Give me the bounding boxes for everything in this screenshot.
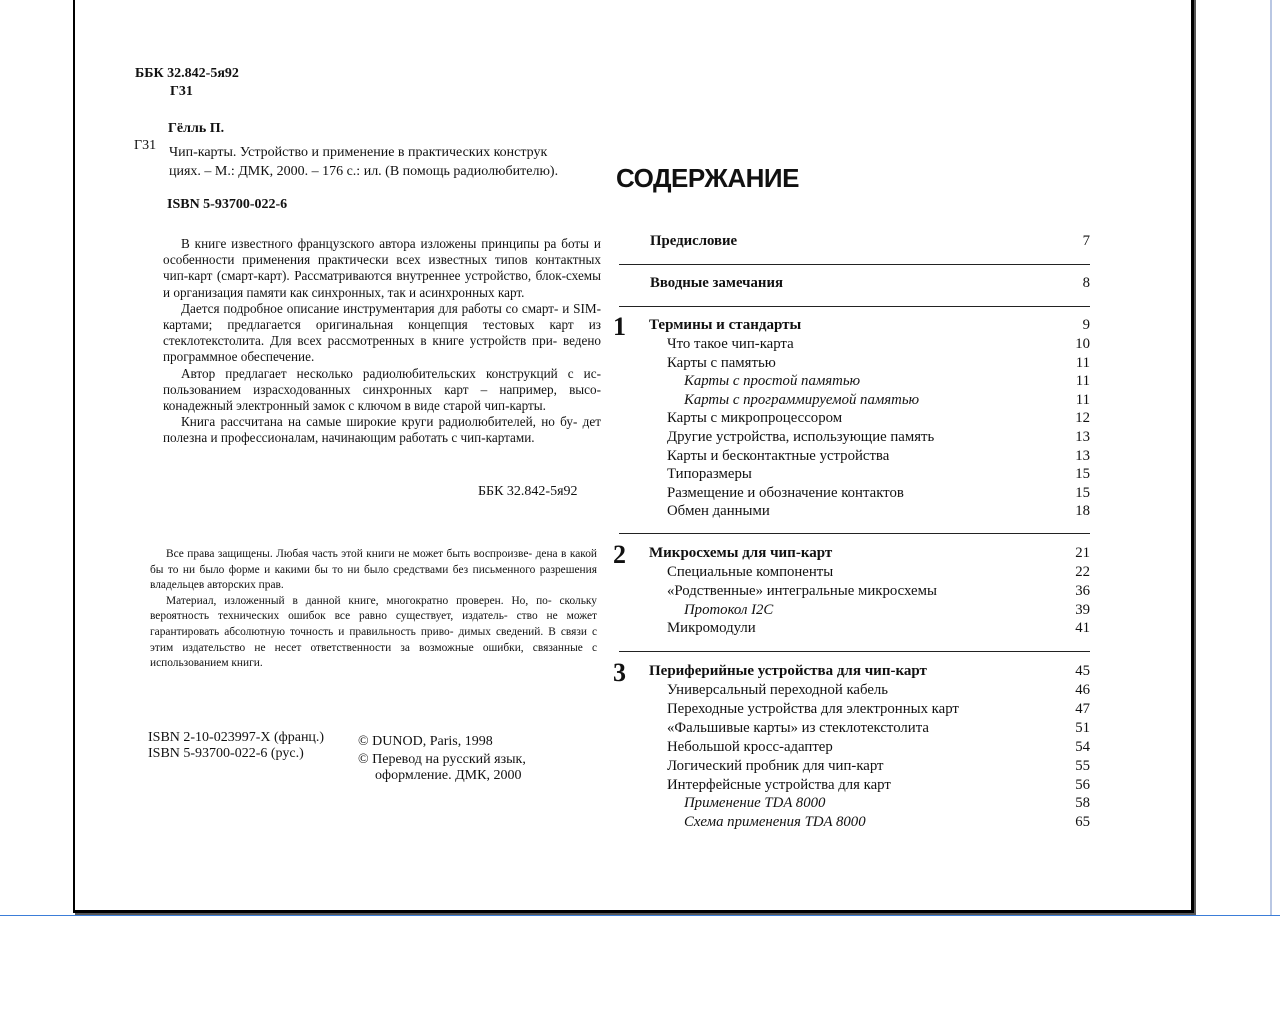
toc-entry — [0, 739, 1280, 758]
toc-entry-label: Типоразмеры — [667, 466, 752, 482]
toc-page-number: 8 — [1082, 275, 1090, 291]
toc-entry-label: Микромодули — [667, 620, 756, 636]
toc-page-number: 13 — [1075, 448, 1090, 464]
toc-entry-label: Протокол I2C — [684, 602, 774, 618]
toc-entry-label: «Родственные» интегральные микросхемы — [667, 583, 937, 599]
toc-page-number: 11 — [1075, 373, 1090, 389]
isbn-russian: ISBN 5-93700-022-6 (рус.) — [148, 746, 304, 761]
isbn-french: ISBN 2-10-023997-X (франц.) — [148, 730, 325, 745]
author-code: Г31 — [170, 84, 193, 99]
toc-entry-label: Карты с программируемой памятью — [684, 392, 920, 408]
toc-page-number: 9 — [1082, 317, 1090, 333]
toc-entry-label: Обмен данными — [667, 503, 770, 519]
copyright-dunod: © DUNOD, Paris, 1998 — [358, 734, 493, 749]
toc-entry-label: Термины и стандарты — [649, 317, 802, 333]
toc-entry-label: Размещение и обозначение контактов — [667, 485, 904, 501]
toc-page-number: 51 — [1075, 720, 1090, 736]
toc-entry-label: Интерфейсные устройства для карт — [667, 777, 891, 793]
toc-entry-label: Карты с микропроцессором — [667, 410, 843, 426]
description-line-2: циях. – М.: ДМК, 2000. – 176 с.: ил. (В помощь радиолюбителю). — [169, 164, 559, 179]
toc-entry — [0, 410, 1280, 429]
toc-entry — [0, 682, 1280, 701]
annotation-paragraph: Автор предлагает несколько радиолюбительских конструкций с ис- пользованием израсходованных синхронных карт – например, высо- конадежный электронный замок с ключом в виде старой чип-карты. — [163, 365, 601, 414]
toc-entry — [0, 814, 1280, 833]
toc-entry-label: Что такое чип-карта — [667, 336, 794, 352]
toc-entry-label: Карты и бесконтактные устройства — [667, 448, 890, 464]
annotation-paragraph: В книге известного французского автора изложены принципы ра боты и особенности применения практически всех известных типов контактных чип-карт (смарт-карт). Рассматриваются внутреннее устройство, блок-схемы и организация памяти как синхронных, так и асинхронных карт. — [163, 236, 601, 300]
toc-entry — [0, 429, 1280, 448]
toc-entry — [0, 564, 1280, 583]
chapter-number: 3 — [613, 658, 626, 687]
toc-entry — [0, 466, 1280, 485]
toc-page-number: 45 — [1075, 663, 1090, 679]
toc-page-number: 65 — [1075, 814, 1090, 830]
toc-entry — [0, 795, 1280, 814]
toc-entry-label: Микросхемы для чип-карт — [649, 545, 833, 561]
toc-page-number: 58 — [1075, 795, 1090, 811]
toc-entry — [0, 701, 1280, 720]
isbn: ISBN 5-93700-022-6 — [167, 197, 288, 212]
toc-page-number: 36 — [1075, 583, 1090, 599]
annotation-paragraph: Дается подробное описание инструментария для работы со смарт- и SIM-картами; предлагается оригинальная концепция тестовых карт из стеклотекстолита. Для всех рассмотренных в книге устройств при- ведено программное обеспечение. — [163, 300, 601, 365]
toc-preface — [0, 233, 1280, 252]
author-code-left: Г31 — [134, 138, 157, 153]
bbk-code-bottom: ББК 32.842-5я92 — [478, 484, 578, 499]
description-line-1: Чип-карты. Устройство и применение в практических конструк — [169, 145, 548, 160]
toc-entry — [0, 392, 1280, 411]
toc-page-number: 7 — [1082, 233, 1090, 249]
toc-entry-label: Схема применения TDA 8000 — [684, 814, 866, 830]
toc-entry — [0, 758, 1280, 777]
toc-entry-label: Переходные устройства для электронных карт — [667, 701, 959, 717]
toc-divider — [619, 533, 1090, 534]
toc-page-number: 22 — [1075, 564, 1090, 580]
toc-divider — [619, 264, 1090, 265]
toc-page-number: 12 — [1075, 410, 1090, 426]
toc-page-number: 41 — [1075, 620, 1090, 636]
toc-page-number: 46 — [1075, 682, 1090, 698]
bbk-code-top: ББК 32.842-5я92 — [135, 66, 239, 81]
toc-title: СОДЕРЖАНИЕ — [616, 163, 799, 193]
copyright-translation: © Перевод на русский язык, — [358, 752, 526, 767]
toc-entry-label: Универсальный переходной кабель — [667, 682, 889, 698]
toc-entry-label: Другие устройства, использующие память — [667, 429, 935, 445]
toc-entry-label: Применение TDA 8000 — [684, 795, 826, 811]
toc-chapter — [0, 317, 1280, 336]
toc-page-number: 55 — [1075, 758, 1090, 774]
toc-page-number: 10 — [1075, 336, 1090, 352]
toc-page-number: 47 — [1075, 701, 1090, 717]
toc-entry — [0, 448, 1280, 467]
toc-page-number: 54 — [1075, 739, 1090, 755]
toc-entry — [0, 602, 1280, 621]
toc-chapter — [0, 663, 1280, 682]
toc-entry — [0, 355, 1280, 374]
toc-entry — [0, 503, 1280, 522]
toc-entry-label: Вводные замечания — [650, 275, 783, 291]
toc-entry-label: Специальные компоненты — [667, 564, 834, 580]
viewer-bottom-line — [0, 915, 1280, 916]
toc-page-number: 56 — [1075, 777, 1090, 793]
rights-paragraph: Все права защищены. Любая часть этой книги не может быть воспроизве- дена в какой бы то ни было форме и какими бы то ни было средствами без письменного разрешения владельцев авторских прав. — [150, 548, 597, 592]
toc-entry — [0, 777, 1280, 796]
toc-entry — [0, 583, 1280, 602]
chapter-number: 2 — [613, 540, 626, 569]
toc-entry-label: Карты с простой памятью — [684, 373, 861, 389]
toc-chapter — [0, 545, 1280, 564]
toc-page-number: 11 — [1075, 392, 1090, 408]
toc-entry — [0, 720, 1280, 739]
toc-page-number: 39 — [1075, 602, 1090, 618]
toc-page-number: 21 — [1075, 545, 1090, 561]
toc-page-number: 15 — [1075, 466, 1090, 482]
toc-entry — [0, 336, 1280, 355]
toc-page-number: 13 — [1075, 429, 1090, 445]
toc-page-number: 18 — [1075, 503, 1090, 519]
toc-entry-label: «Фальшивые карты» из стеклотекстолита — [667, 720, 929, 736]
toc-entry-label: Предисловие — [650, 233, 738, 249]
annotation-paragraph: Книга рассчитана на самые широкие круги радиолюбителей, но бу- дет полезна и профессионалам, начинающим работать с чип-картами. — [163, 414, 601, 446]
toc-page-number: 11 — [1075, 355, 1090, 371]
toc-entry — [0, 485, 1280, 504]
chapter-number: 1 — [613, 312, 626, 341]
toc-entry-label: Небольшой кросс-адаптер — [667, 739, 833, 755]
rights-paragraph: Материал, изложенный в данной книге, многократно проверен. Но, по- скольку вероятность технических ошибок все равно существует, издатель- ство не может гарантировать абсолютную точность и правильность приво- димых сведений. В связи с этим издательство не несет ответственности за возможные ошибки, связанные с использованием книги. — [150, 594, 597, 670]
toc-divider — [619, 651, 1090, 652]
toc-divider — [619, 306, 1090, 307]
author-name: Гёлль П. — [168, 121, 225, 136]
toc-intro — [0, 275, 1280, 294]
toc-entry-label: Логический пробник для чип-карт — [667, 758, 884, 774]
toc-entry — [0, 620, 1280, 639]
toc-entry — [0, 373, 1280, 392]
copyright-layout: оформление. ДМК, 2000 — [375, 768, 522, 783]
toc-entry-label: Периферийные устройства для чип-карт — [649, 663, 927, 679]
toc-page-number: 15 — [1075, 485, 1090, 501]
toc-entry-label: Карты с памятью — [667, 355, 776, 371]
